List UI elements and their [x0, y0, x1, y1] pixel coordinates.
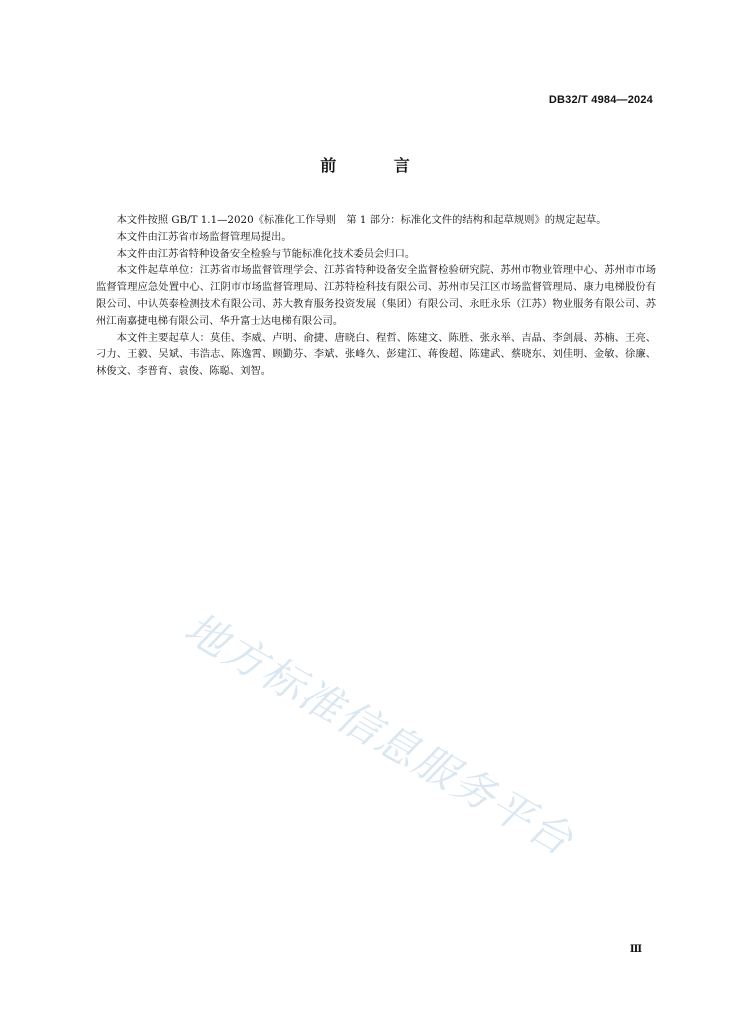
paragraph-responsible-committee: 本文件由江苏省特种设备安全检验与节能标准化技术委员会归口。 — [116, 247, 416, 260]
paragraph-main-drafters: 本文件主要起草人：莫佳、李威、卢明、俞捷、唐晓白、程哲、陈建文、陈胜、张永举、吉晶、李剑晨、苏楠、王亮、刁力、王毅、吴斌、韦浩志、陈逸霄、顾勤芬、李斌、张峰久、彭建江、蒋俊超、陈建武、蔡晓东、刘佳明、金敏、徐廉、林俊文、李普育、袁俊、陈聪、刘智。 — [96, 331, 656, 378]
paragraph-proposer: 本文件由江苏省市场监督管理局提出。 — [116, 230, 292, 243]
foreword-body — [96, 212, 656, 380]
paragraph-drafting-units: 本文件起草单位：江苏省市场监督管理学会、江苏省特种设备安全监督检验研究院、苏州市物业管理中心、苏州市市场监督管理应急处置中心、江阴市市场监督管理局、江苏特检科技有限公司、苏州市吴江区市场监督管理局、康力电梯股份有限公司、中认英泰检测技术有限公司、苏大教育服务投资发展（集团）有限公司、永旺永乐（江苏）物业服务有限公司、苏州江南嘉捷电梯有限公司、华升富士达电梯有限公司。 — [96, 264, 656, 327]
paragraph-drafting-rules: 本文件按照 GB/T 1.1—2020《标准化工作导则 第 1 部分：标准化文件的结构和起草规则》的规定起草。 — [116, 214, 607, 226]
standard-code: DB32/T 4984—2024 — [548, 94, 653, 106]
watermark: 地方标准信息服务平台 — [176, 602, 583, 866]
page-number: Ⅲ — [629, 944, 642, 955]
page-title: 前 言 — [320, 156, 436, 175]
